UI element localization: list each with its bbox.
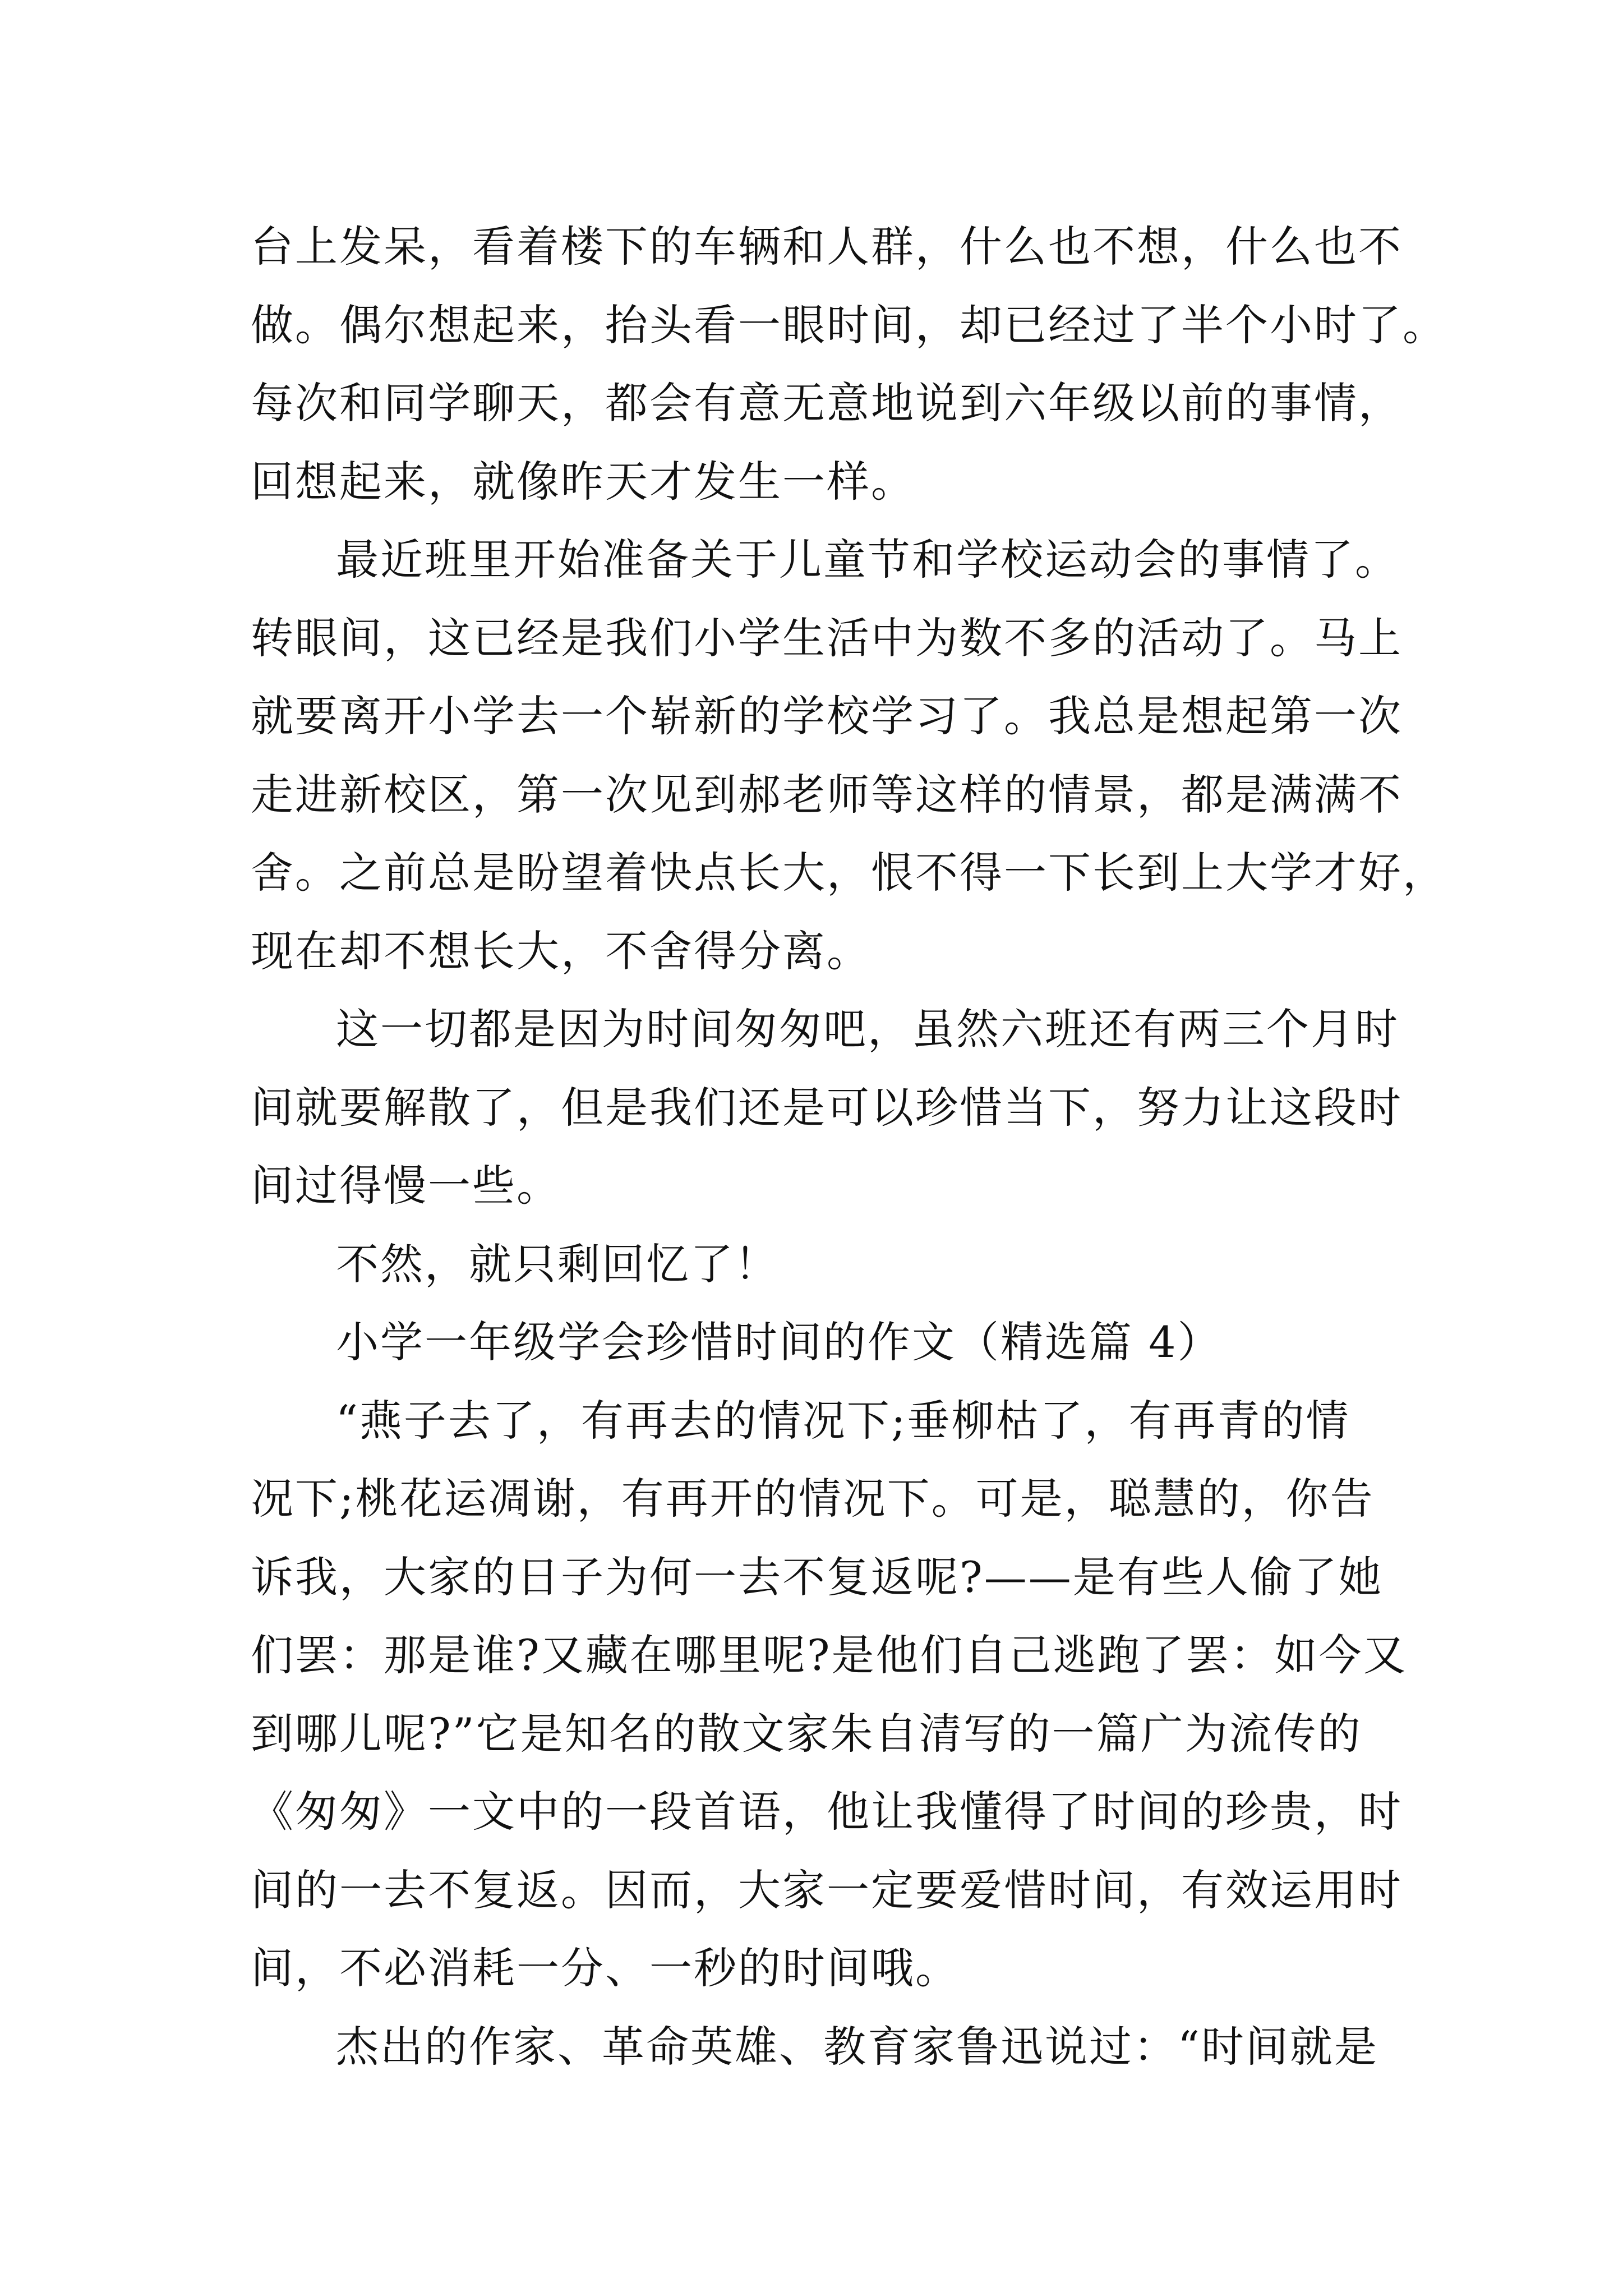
text-line: 诉我，大家的日子为何一去不复返呢?——是有些人偷了她: [251, 1552, 1383, 1602]
essay-text: [251, 208, 1447, 2086]
paragraph-start-line: “燕子去了，有再去的情况下;垂柳枯了，有再青的情: [336, 1395, 1350, 1446]
section-heading: 小学一年级学会珍惜时间的作文（精选篇 4）: [336, 1317, 1222, 1367]
text-line: 间就要解散了，但是我们还是可以珍惜当下，努力让这段时: [251, 1082, 1403, 1133]
paragraph-start-line: 最近班里开始准备关于儿童节和学校运动会的事情了。: [336, 535, 1399, 585]
text-line: 间的一去不复返。因而，大家一定要爱惜时间，有效运用时: [251, 1865, 1403, 1915]
text-line: 间过得慢一些。: [251, 1161, 561, 1211]
text-line: 况下;桃花运凋谢，有再开的情况下。可是，聪慧的，你告: [251, 1474, 1375, 1524]
text-line: 《匆匆》一文中的一段首语，他让我懂得了时间的珍贵，时: [251, 1787, 1403, 1837]
text-line: 台上发呆，看着楼下的车辆和人群，什么也不想，什么也不: [251, 222, 1403, 272]
text-line: 每次和同学聊天，都会有意无意地说到六年级以前的事情，: [251, 378, 1403, 428]
text-line: 到哪儿呢?”它是知名的散文家朱自清写的一篇广为流传的: [251, 1708, 1362, 1759]
text-line: 走进新校区，第一次见到郝老师等这样的情景，都是满满不: [251, 769, 1403, 820]
text-line: 做。偶尔想起来，抬头看一眼时间，却已经过了半个小时了。: [251, 300, 1447, 350]
paragraph-start-line: 杰出的作家、革命英雄、教育家鲁迅说过：“时间就是: [336, 2021, 1378, 2072]
text-line: 舍。之前总是盼望着快点长大，恨不得一下长到上大学才好，: [251, 848, 1447, 898]
text-line: 间，不必消耗一分、一秒的时间哦。: [251, 1943, 960, 1993]
text-line: 回想起来，就像昨天才发生一样。: [251, 456, 915, 507]
text-line: 转眼间，这已经是我们小学生活中为数不多的活动了。马上: [251, 613, 1403, 663]
text-line: 现在却不想长大，不舍得分离。: [251, 926, 871, 976]
text-line: 们罢：那是谁?又藏在哪里呢?是他们自己逃跑了罢：如今又: [251, 1630, 1408, 1680]
paragraph-start-line: 这一切都是因为时间匆匆吧，虽然六班还有两三个月时: [336, 1004, 1399, 1054]
text-line: 就要离开小学去一个崭新的学校学习了。我总是想起第一次: [251, 691, 1403, 741]
paragraph-start-line: 不然，就只剩回忆了！: [336, 1239, 779, 1289]
